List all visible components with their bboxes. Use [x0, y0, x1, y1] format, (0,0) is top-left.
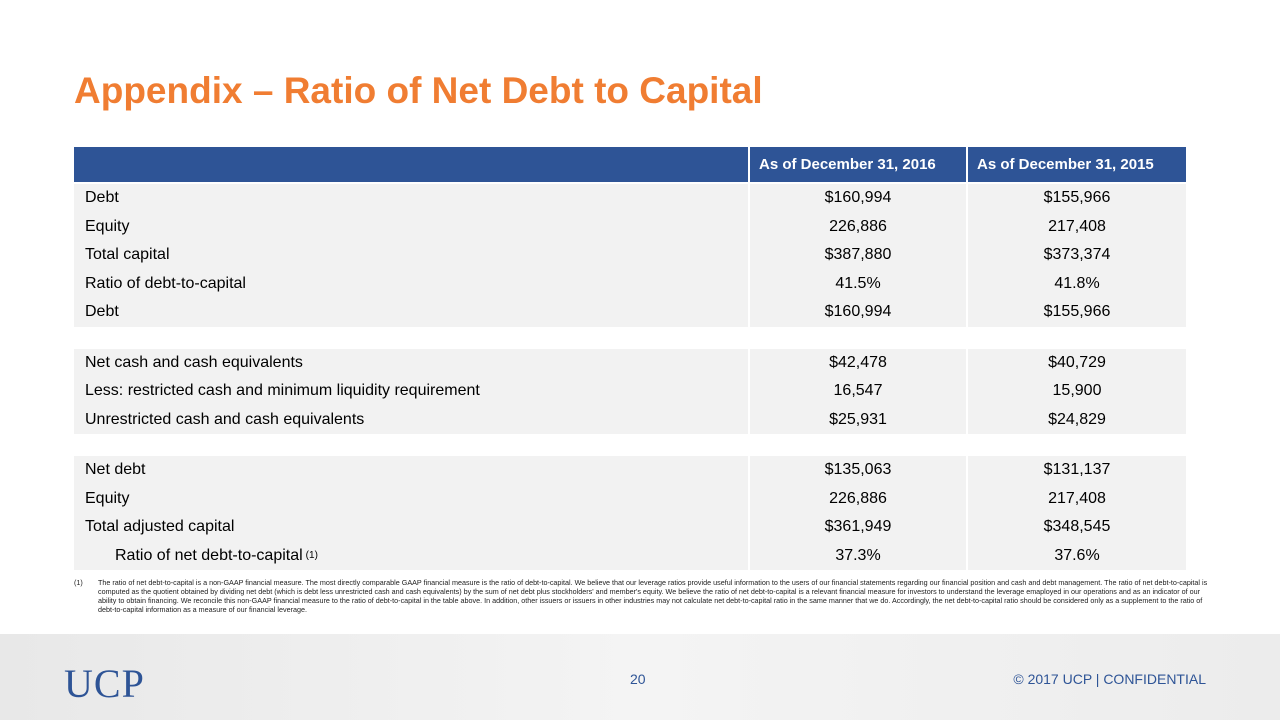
value-2016: $25,931: [750, 406, 968, 435]
page-number: 20: [630, 671, 646, 687]
value-2016: 41.5%: [750, 270, 968, 299]
value-2015: 41.8%: [1054, 274, 1100, 292]
table-row: [74, 270, 1186, 299]
row-label: Net cash and cash equivalents: [74, 349, 750, 378]
row-label-cell: [74, 542, 750, 571]
row-label: Ratio of debt-to-capital: [74, 270, 750, 299]
row-label: Equity: [74, 485, 750, 514]
value-2015: 37.6%: [1054, 546, 1100, 564]
value-2015: 217,408: [1048, 217, 1106, 235]
page-title: Appendix – Ratio of Net Debt to Capital: [74, 70, 763, 111]
table-spacer: [74, 434, 1186, 456]
header-cell-label: [74, 147, 750, 182]
row-label: Total adjusted capital: [74, 513, 750, 542]
table-row: [74, 184, 1186, 213]
footnote-text: The ratio of net debt-to-capital is a non-GAAP financial measure. The most directly comparable GAAP financial measure is the ratio of debt-to-capital. We believe that our leverage ratios provide useful information to the users of our financial statements regarding our financial position and cash and debt management. The ratio of net debt-to-capital is computed as the quotient obtained by dividing net debt (which is debt less unrestricted cash and cash equivalents) by the sum of net debt plus stockholders' and member's equity. We believe the ratio of net debt-to-capital is a relevant financial measure for investors to understand the leverage emaployed in our operations and as an indicator of our ability to obtain financing. We reconcile this non-GAAP financial measure to the ratio of debt-to-capital in the table above. In addition, other issuers or issuers in other industries may not calculate net debt-to-capital ratio in the same manner that we do. Accordingly, the net debt-to-capital ratio should be considered only as a supplement to the ratio of debt-to-capital information as a measure of our financial leverage.: [98, 578, 1208, 614]
value-2016: 37.3%: [750, 542, 968, 571]
table-row: [74, 377, 1186, 406]
confidential-notice: © 2017 UCP | CONFIDENTIAL: [1013, 671, 1206, 687]
row-label: Ratio of net debt-to-capital: [115, 546, 303, 564]
value-2016: $160,994: [750, 184, 968, 213]
header-cell-2016: As of December 31, 2016: [750, 147, 968, 182]
value-2016: $387,880: [750, 241, 968, 270]
table-row: [74, 213, 1186, 242]
value-2015: $348,545: [1043, 518, 1111, 536]
value-2016: 16,547: [750, 377, 968, 406]
row-label: Equity: [74, 213, 750, 242]
row-label: Debt: [74, 184, 750, 213]
value-2016: 226,886: [750, 213, 968, 242]
footnote: [74, 578, 1219, 614]
value-2016: $160,994: [750, 298, 968, 327]
value-2015: $24,829: [1048, 410, 1106, 428]
value-2016: $42,478: [750, 349, 968, 378]
value-2015: 15,900: [1052, 382, 1102, 400]
footnote-ref: (1): [305, 550, 318, 562]
table-header-row: [74, 147, 1186, 182]
table-spacer: [74, 327, 1186, 349]
row-label: Net debt: [74, 456, 750, 485]
row-label: Less: restricted cash and minimum liquidity requirement: [74, 377, 750, 406]
value-2015: $131,137: [1043, 461, 1111, 479]
table-row: [74, 298, 1186, 327]
value-2015: $373,374: [1043, 246, 1111, 264]
value-2015: $155,966: [1043, 189, 1111, 207]
table-row: [74, 349, 1186, 378]
value-2016: $361,949: [750, 513, 968, 542]
row-label: Total capital: [74, 241, 750, 270]
value-2015: $40,729: [1048, 353, 1106, 371]
ucp-logo: UCP: [64, 661, 145, 706]
table-row: [74, 456, 1186, 485]
header-cell-2015: As of December 31, 2015: [977, 156, 1154, 173]
row-label: Unrestricted cash and cash equivalents: [74, 406, 750, 435]
table-row: [74, 485, 1186, 514]
footnote-marker: (1): [74, 578, 83, 587]
table-row: [74, 241, 1186, 270]
table-row: [74, 542, 1186, 571]
table-row: [74, 406, 1186, 435]
value-2015: $155,966: [1043, 303, 1111, 321]
table-row: [74, 513, 1186, 542]
row-label: Debt: [74, 298, 750, 327]
value-2016: $135,063: [750, 456, 968, 485]
value-2016: 226,886: [750, 485, 968, 514]
net-debt-table: [74, 147, 1186, 570]
value-2015: 217,408: [1048, 489, 1106, 507]
